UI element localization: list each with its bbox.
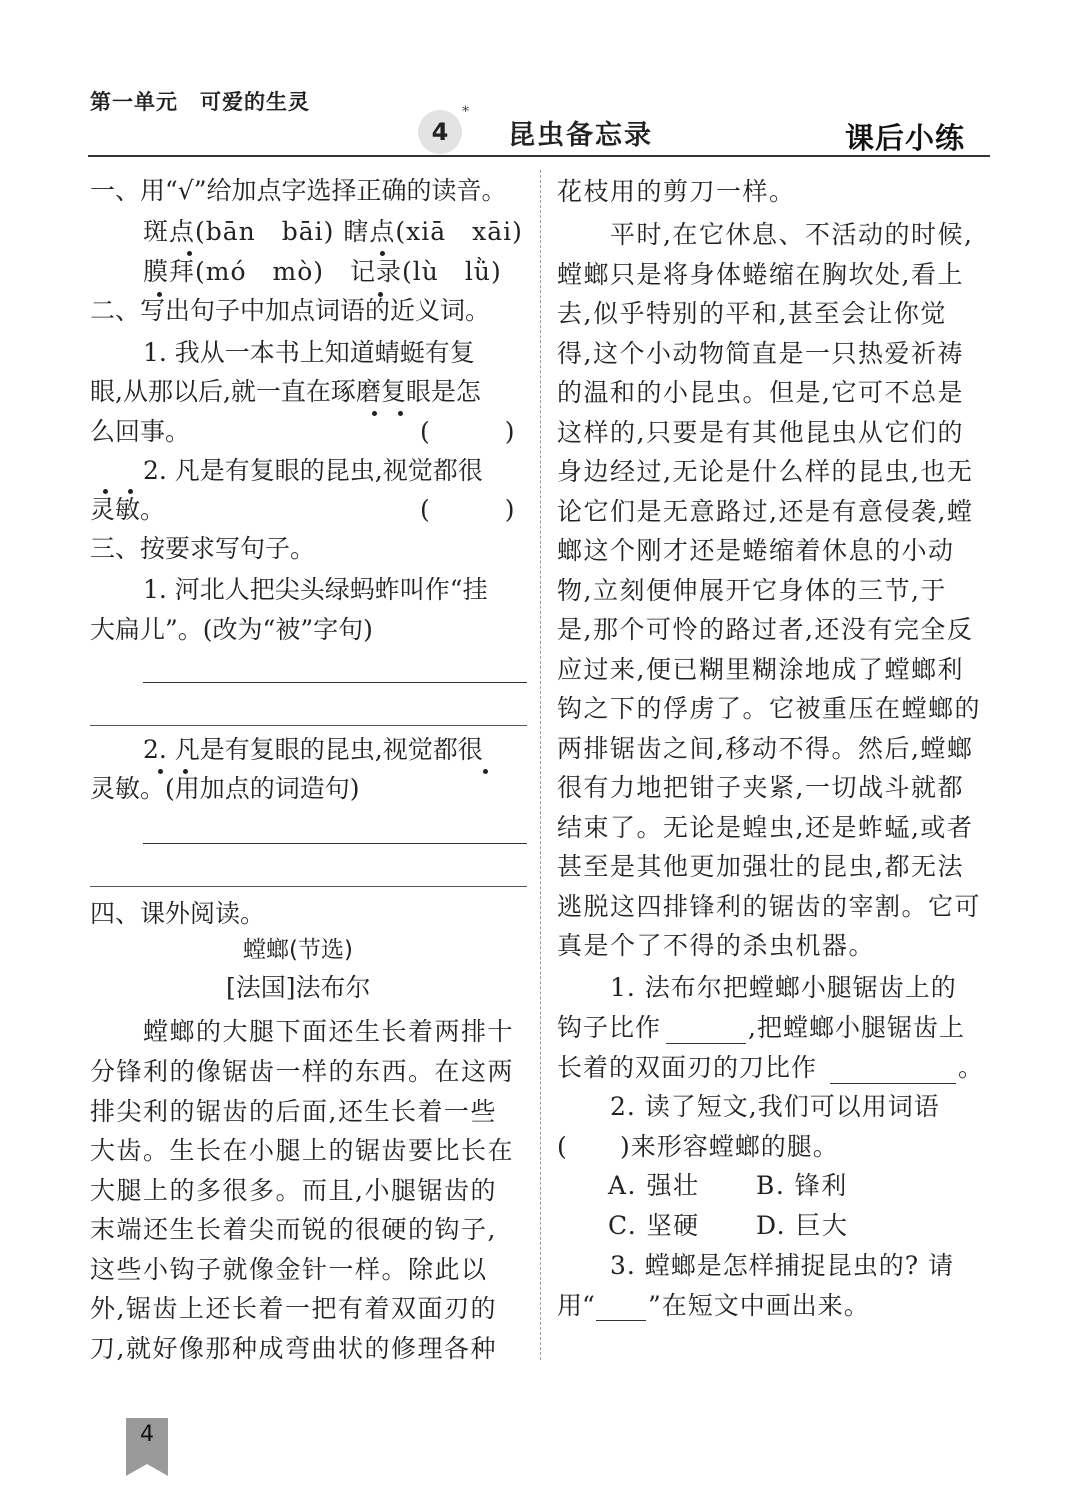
passage-line: 的温和的小昆虫。但是,它可不总是 <box>557 378 964 407</box>
passage-line: 真是个了不得的杀虫机器。 <box>557 931 876 960</box>
answer-line[interactable] <box>143 682 527 683</box>
emphasis-dot <box>398 411 403 416</box>
emphasis-dot <box>128 489 133 494</box>
passage-line: 应过来,便已糊里糊涂地成了螳螂利 <box>557 655 964 684</box>
q3-s1-line1: 1. 河北人把尖头绿蚂蚱叫作“挂 <box>143 575 488 604</box>
rq1-line3b: 。 <box>958 1053 984 1082</box>
emphasis-dot <box>483 769 488 774</box>
q2-s2-line1: 2. 凡是有复眼的昆虫,视觉都很 <box>143 456 483 485</box>
lesson-title: 昆虫备忘录 <box>508 120 653 151</box>
passage-line: 这样的,只要是有其他昆虫从它们的 <box>557 418 964 447</box>
q3-s2-line1: 2. 凡是有复眼的昆虫,视觉都很 <box>143 735 483 764</box>
passage-line: 排尖利的锯齿的后面,还生长着一些 <box>90 1097 497 1126</box>
passage-line: 去,似乎特别的平和,甚至会让你觉 <box>557 299 947 328</box>
emphasis-dot <box>372 411 377 416</box>
rq2-option-c[interactable]: C. 坚硬 <box>608 1211 700 1240</box>
passage-line: 平时,在它休息、不活动的时候, <box>610 220 974 249</box>
passage-line: 这些小钩子就像金针一样。除此以 <box>90 1255 488 1284</box>
passage-line: 刀,就好像那种成弯曲状的修理各种 <box>90 1334 497 1363</box>
passage-line: 身边经过,无论是什么样的昆虫,也无 <box>557 457 974 486</box>
emphasis-dot <box>380 251 385 256</box>
q2-s1-line3: 么回事。 <box>90 417 191 446</box>
rq1-line2a: 钩子比作 <box>557 1013 662 1042</box>
practice-label: 课后小练 <box>845 121 966 155</box>
passage-title: 螳螂(节选) <box>243 937 353 963</box>
passage-line: 很有力地把钳子夹紧,一切战斗就都 <box>557 773 964 802</box>
passage-line: 螳螂的大腿下面还生长着两排十 <box>143 1017 515 1046</box>
q4-title: 四、课外阅读。 <box>90 899 266 928</box>
q1-row2: 膜拜(mó mò) 记录(lù lǜ) <box>143 257 502 286</box>
passage-line: 大齿。生长在小腿上的锯齿要比长在 <box>90 1136 515 1165</box>
rq1-line2b: ,把螳螂小腿锯齿上 <box>748 1013 965 1042</box>
q3-title: 三、按要求写句子。 <box>90 534 316 563</box>
q2-title: 二、写出句子中加点词语的近义词。 <box>90 296 491 325</box>
emphasis-dot <box>187 251 192 256</box>
q2-s2-answer-parens[interactable]: ( ) <box>420 495 515 524</box>
passage-line: 结束了。无论是蝗虫,还是蚱蜢,或者 <box>557 813 974 842</box>
underline-sample <box>596 1320 646 1321</box>
q1-row1: 斑点(bān bāi) 瞎点(xiā xāi) <box>143 217 523 246</box>
lesson-number-badge: 4 <box>418 110 462 154</box>
passage-author: [法国]法布尔 <box>226 973 371 1002</box>
answer-blank[interactable] <box>666 1043 746 1044</box>
passage-line: 钩之下的俘虏了。它被重压在螳螂的 <box>557 694 982 723</box>
q2-s1-line1: 1. 我从一本书上知道蜻蜓有复 <box>143 338 475 367</box>
rq3-line2a: 用“ <box>557 1291 595 1320</box>
rq3-line1: 3. 螳螂是怎样捕捉昆虫的? 请 <box>610 1251 955 1280</box>
passage-line: 得,这个小动物简直是一只热爱祈祷 <box>557 339 964 368</box>
unit-title: 第一单元 可爱的生灵 <box>90 90 310 114</box>
lesson-optional-mark: * <box>462 104 469 120</box>
passage-line: 物,立刻便伸展开它身体的三节,于 <box>557 576 947 605</box>
rq1-line3a: 长着的双面刃的刀比作 <box>557 1053 818 1082</box>
q3-s2-line2: 灵敏。(用加点的词造句) <box>90 774 360 803</box>
rq3-line2b: ”在短文中画出来。 <box>648 1291 870 1320</box>
answer-line[interactable] <box>143 843 527 844</box>
q2-s1-line2: 眼,从那以后,就一直在琢磨复眼是怎 <box>90 377 481 406</box>
rq2-option-d[interactable]: D. 巨大 <box>756 1211 849 1240</box>
section-separator <box>90 725 527 726</box>
rq2-option-b[interactable]: B. 锋利 <box>756 1171 848 1200</box>
rq2-line1: 2. 读了短文,我们可以用词语 <box>610 1092 940 1121</box>
page-number: 4 <box>140 1422 154 1447</box>
passage-line: 是,那个可怜的路过者,还没有完全反 <box>557 615 974 644</box>
passage-line: 花枝用的剪刀一样。 <box>557 177 796 206</box>
passage-line: 螳螂只是将身体蜷缩在胸坎处,看上 <box>557 260 964 289</box>
passage-line: 分锋利的像锯齿一样的东西。在这两 <box>90 1057 515 1086</box>
passage-line: 大腿上的多很多。而且,小腿锯齿的 <box>90 1176 497 1205</box>
rq1-line1: 1. 法布尔把螳螂小腿锯齿上的 <box>610 973 957 1002</box>
header-divider <box>88 155 990 157</box>
q3-s1-line2: 大扁儿”。(改为“被”字句) <box>90 615 373 644</box>
passage-line: 末端还生长着尖而锐的很硬的钩子, <box>90 1215 497 1244</box>
passage-line: 甚至是其他更加强壮的昆虫,都无法 <box>557 852 964 881</box>
emphasis-dot <box>103 489 108 494</box>
q2-s1-answer-parens[interactable]: ( ) <box>420 417 515 446</box>
q1-title: 一、用“√”给加点字选择正确的读音。 <box>90 176 507 205</box>
passage-line: 外,锯齿上还长着一把有着双面刃的 <box>90 1294 497 1323</box>
passage-line: 论它们是无意路过,还是有意侵袭,螳 <box>557 497 974 526</box>
passage-line: 螂这个刚才还是蜷缩着休息的小动 <box>557 536 955 565</box>
rq2-option-a[interactable]: A. 强壮 <box>608 1171 700 1200</box>
column-divider <box>540 170 541 1360</box>
q2-s2-line2: 灵敏。 <box>90 495 166 524</box>
rq2-paren-open[interactable]: ( <box>557 1132 567 1161</box>
section-separator <box>90 886 527 887</box>
rq2-line2: )来形容螳螂的腿。 <box>620 1132 839 1161</box>
passage-line: 逃脱这四排锋利的锯齿的宰割。它可 <box>557 892 982 921</box>
passage-line: 两排锯齿之间,移动不得。然后,螳螂 <box>557 734 974 763</box>
answer-blank[interactable] <box>830 1083 956 1084</box>
